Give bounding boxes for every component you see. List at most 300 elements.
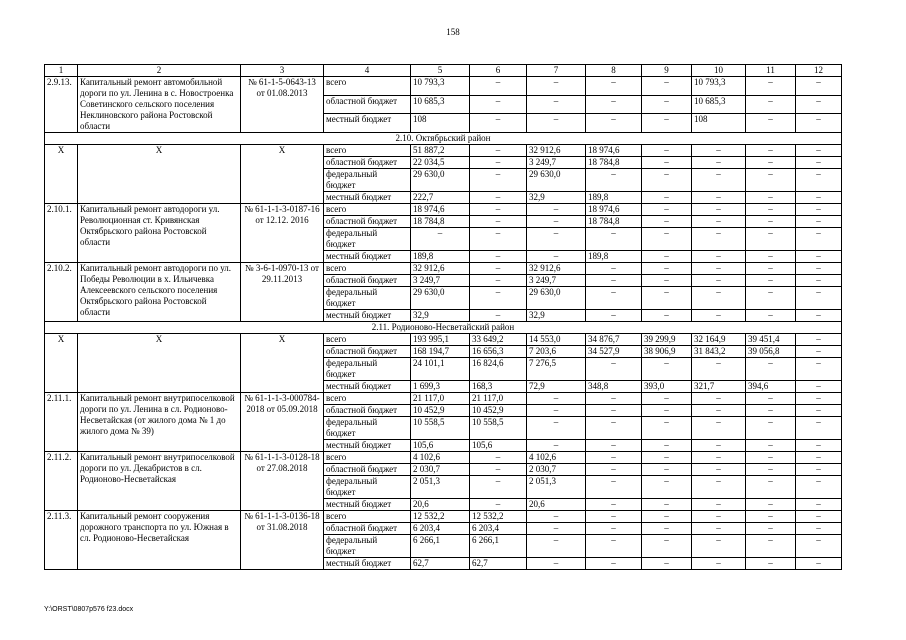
amount-cell: – bbox=[692, 440, 746, 452]
amount-cell: – bbox=[692, 535, 746, 558]
amount-cell: – bbox=[796, 381, 842, 393]
amount-cell: 16 656,3 bbox=[470, 346, 527, 358]
amount-cell: – bbox=[642, 275, 692, 287]
amount-cell: 108 bbox=[411, 114, 470, 133]
amount-cell: – bbox=[746, 169, 796, 192]
funding-source: федеральный бюджет bbox=[324, 287, 411, 310]
amount-cell: – bbox=[692, 145, 746, 157]
amount-cell: – bbox=[586, 499, 642, 511]
amount-cell: – bbox=[642, 511, 692, 523]
amount-cell: – bbox=[746, 114, 796, 133]
funding-source: областной бюджет bbox=[324, 346, 411, 358]
column-number: 7 bbox=[527, 65, 586, 77]
amount-cell: – bbox=[470, 310, 527, 322]
amount-cell: 10 685,3 bbox=[411, 95, 470, 114]
funding-source: местный бюджет bbox=[324, 251, 411, 263]
amount-cell: 348,8 bbox=[586, 381, 642, 393]
amount-cell: – bbox=[692, 523, 746, 535]
amount-cell: – bbox=[527, 114, 586, 133]
amount-cell: – bbox=[642, 192, 692, 204]
amount-cell: 189,8 bbox=[586, 251, 642, 263]
amount-cell: – bbox=[586, 228, 642, 251]
amount-cell: – bbox=[642, 228, 692, 251]
table-row bbox=[45, 452, 842, 464]
section-row bbox=[45, 133, 842, 145]
amount-cell: – bbox=[527, 440, 586, 452]
amount-cell: – bbox=[642, 251, 692, 263]
amount-cell: – bbox=[796, 310, 842, 322]
amount-cell: – bbox=[746, 417, 796, 440]
funding-source: всего bbox=[324, 511, 411, 523]
amount-cell: – bbox=[642, 405, 692, 417]
item-document: № 61-1-5-0643-13 от 01.08.2013 bbox=[241, 77, 324, 133]
amount-cell: – bbox=[796, 95, 842, 114]
amount-cell: – bbox=[796, 535, 842, 558]
column-number: 3 bbox=[241, 65, 324, 77]
amount-cell: – bbox=[470, 204, 527, 216]
amount-cell: – bbox=[470, 216, 527, 228]
amount-cell: – bbox=[527, 535, 586, 558]
amount-cell: – bbox=[796, 405, 842, 417]
amount-cell: – bbox=[746, 216, 796, 228]
table-row bbox=[45, 145, 842, 157]
amount-cell: 29 630,0 bbox=[411, 169, 470, 192]
amount-cell: – bbox=[470, 263, 527, 275]
amount-cell: – bbox=[527, 251, 586, 263]
amount-cell: – bbox=[746, 558, 796, 570]
amount-cell: – bbox=[642, 204, 692, 216]
amount-cell: 29 630,0 bbox=[411, 287, 470, 310]
amount-cell: – bbox=[746, 440, 796, 452]
column-number: 10 bbox=[692, 65, 746, 77]
amount-cell: 10 452,9 bbox=[411, 405, 470, 417]
amount-cell: 2 051,3 bbox=[411, 476, 470, 499]
amount-cell: – bbox=[642, 452, 692, 464]
amount-cell: 18 784,8 bbox=[586, 216, 642, 228]
amount-cell: – bbox=[642, 287, 692, 310]
amount-cell: 189,8 bbox=[586, 192, 642, 204]
item-document: № 61-1-1-3-000784-2018 от 05.09.2018 bbox=[241, 393, 324, 452]
amount-cell: – bbox=[586, 114, 642, 133]
amount-cell: 12 532,2 bbox=[470, 511, 527, 523]
funding-source: областной бюджет bbox=[324, 523, 411, 535]
amount-cell: – bbox=[796, 114, 842, 133]
amount-cell: – bbox=[470, 157, 527, 169]
amount-cell: 62,7 bbox=[470, 558, 527, 570]
amount-cell: 222,7 bbox=[411, 192, 470, 204]
funding-source: местный бюджет bbox=[324, 114, 411, 133]
amount-cell: – bbox=[470, 499, 527, 511]
amount-cell: 39 299,9 bbox=[642, 334, 692, 346]
column-number: 9 bbox=[642, 65, 692, 77]
amount-cell: – bbox=[746, 358, 796, 381]
amount-cell: – bbox=[692, 558, 746, 570]
amount-cell: – bbox=[470, 476, 527, 499]
item-number: 2.9.13. bbox=[45, 77, 78, 133]
amount-cell: – bbox=[470, 145, 527, 157]
amount-cell: – bbox=[796, 346, 842, 358]
item-name: Капитальный ремонт внутрипоселковой дороги по ул. Ленина в сл. Родионово-Несветайская (от жилого дома № 1 до жилого дома № 39) bbox=[78, 393, 241, 452]
amount-cell: 108 bbox=[692, 114, 746, 133]
amount-cell: 21 117,0 bbox=[470, 393, 527, 405]
amount-cell: – bbox=[796, 464, 842, 476]
amount-cell: – bbox=[586, 263, 642, 275]
amount-cell: – bbox=[746, 275, 796, 287]
amount-cell: 105,6 bbox=[411, 440, 470, 452]
amount-cell: – bbox=[586, 310, 642, 322]
item-name: Капитальный ремонт внутрипоселковой дороги по ул. Декабристов в сл. Родионово-Несветайская bbox=[78, 452, 241, 511]
funding-source: местный бюджет bbox=[324, 440, 411, 452]
amount-cell: 10 793,3 bbox=[411, 77, 470, 96]
amount-cell: 1 699,3 bbox=[411, 381, 470, 393]
amount-cell: 32 912,6 bbox=[527, 145, 586, 157]
amount-cell: 33 649,2 bbox=[470, 334, 527, 346]
amount-cell: – bbox=[746, 499, 796, 511]
amount-cell: – bbox=[692, 204, 746, 216]
item-document: № 61-1-1-3-0136-18 от 31.08.2018 bbox=[241, 511, 324, 570]
amount-cell: – bbox=[586, 535, 642, 558]
amount-cell: 24 101,1 bbox=[411, 358, 470, 381]
amount-cell: 6 203,4 bbox=[470, 523, 527, 535]
amount-cell: 18 784,8 bbox=[411, 216, 470, 228]
amount-cell: – bbox=[746, 310, 796, 322]
amount-cell: – bbox=[586, 275, 642, 287]
amount-cell: 32,9 bbox=[527, 310, 586, 322]
amount-cell: – bbox=[746, 287, 796, 310]
amount-cell: – bbox=[692, 169, 746, 192]
item-document: Х bbox=[241, 334, 324, 393]
amount-cell: 2 030,7 bbox=[527, 464, 586, 476]
amount-cell: 32 912,6 bbox=[527, 263, 586, 275]
amount-cell: – bbox=[692, 405, 746, 417]
column-number: 12 bbox=[796, 65, 842, 77]
amount-cell: 39 451,4 bbox=[746, 334, 796, 346]
amount-cell: – bbox=[642, 216, 692, 228]
item-name: Капитальный ремонт автодороги ул. Революционная ст. Кривянская Октябрьского района Ростовской области bbox=[78, 204, 241, 263]
amount-cell: – bbox=[796, 145, 842, 157]
amount-cell: – bbox=[796, 417, 842, 440]
amount-cell: – bbox=[470, 464, 527, 476]
funding-source: всего bbox=[324, 393, 411, 405]
amount-cell: 6 203,4 bbox=[411, 523, 470, 535]
amount-cell: – bbox=[470, 77, 527, 96]
amount-cell: – bbox=[796, 263, 842, 275]
amount-cell: – bbox=[527, 405, 586, 417]
amount-cell: 6 266,1 bbox=[470, 535, 527, 558]
section-row bbox=[45, 322, 842, 334]
amount-cell: – bbox=[470, 275, 527, 287]
amount-cell: – bbox=[642, 77, 692, 96]
amount-cell: – bbox=[470, 169, 527, 192]
amount-cell: – bbox=[527, 511, 586, 523]
amount-cell: – bbox=[586, 77, 642, 96]
amount-cell: – bbox=[692, 393, 746, 405]
item-number: 2.10.2. bbox=[45, 263, 78, 322]
amount-cell: – bbox=[746, 535, 796, 558]
amount-cell: – bbox=[527, 228, 586, 251]
funding-source: областной бюджет bbox=[324, 464, 411, 476]
amount-cell: – bbox=[470, 251, 527, 263]
item-number: 2.11.2. bbox=[45, 452, 78, 511]
amount-cell: – bbox=[796, 169, 842, 192]
amount-cell: – bbox=[796, 452, 842, 464]
amount-cell: 12 532,2 bbox=[411, 511, 470, 523]
item-number: 2.10.1. bbox=[45, 204, 78, 263]
amount-cell: – bbox=[586, 287, 642, 310]
column-number: 5 bbox=[411, 65, 470, 77]
amount-cell: – bbox=[642, 558, 692, 570]
amount-cell: – bbox=[796, 216, 842, 228]
funding-source: местный бюджет bbox=[324, 558, 411, 570]
amount-cell: – bbox=[796, 523, 842, 535]
page-number: 158 bbox=[446, 27, 460, 37]
amount-cell: – bbox=[796, 440, 842, 452]
amount-cell: – bbox=[796, 499, 842, 511]
section-title: 2.11. Родионово-Несветайский район bbox=[45, 322, 842, 334]
amount-cell: – bbox=[692, 228, 746, 251]
table-row bbox=[45, 511, 842, 523]
amount-cell: – bbox=[586, 417, 642, 440]
amount-cell: – bbox=[692, 499, 746, 511]
column-number: 1 bbox=[45, 65, 78, 77]
amount-cell: – bbox=[692, 511, 746, 523]
item-document: № 61-1-1-3-0128-18 от 27.08.2018 bbox=[241, 452, 324, 511]
funding-source: федеральный бюджет bbox=[324, 358, 411, 381]
amount-cell: – bbox=[692, 157, 746, 169]
amount-cell: – bbox=[746, 251, 796, 263]
column-number: 8 bbox=[586, 65, 642, 77]
amount-cell: – bbox=[642, 157, 692, 169]
amount-cell: – bbox=[746, 77, 796, 96]
column-number: 11 bbox=[746, 65, 796, 77]
amount-cell: – bbox=[796, 334, 842, 346]
amount-cell: 105,6 bbox=[470, 440, 527, 452]
amount-cell: – bbox=[746, 405, 796, 417]
amount-cell: 34 876,7 bbox=[586, 334, 642, 346]
amount-cell: – bbox=[527, 523, 586, 535]
amount-cell: 32 912,6 bbox=[411, 263, 470, 275]
amount-cell: 29 630,0 bbox=[527, 287, 586, 310]
funding-source: всего bbox=[324, 145, 411, 157]
amount-cell: 10 685,3 bbox=[692, 95, 746, 114]
amount-cell: 394,6 bbox=[746, 381, 796, 393]
column-number: 4 bbox=[324, 65, 411, 77]
amount-cell: – bbox=[796, 192, 842, 204]
funding-source: всего bbox=[324, 204, 411, 216]
item-name: Х bbox=[78, 145, 241, 204]
amount-cell: – bbox=[586, 476, 642, 499]
funding-source: всего bbox=[324, 334, 411, 346]
amount-cell: – bbox=[642, 417, 692, 440]
amount-cell: – bbox=[796, 157, 842, 169]
amount-cell: – bbox=[692, 476, 746, 499]
amount-cell: 4 102,6 bbox=[527, 452, 586, 464]
amount-cell: – bbox=[746, 523, 796, 535]
amount-cell: – bbox=[527, 77, 586, 96]
amount-cell: 10 558,5 bbox=[470, 417, 527, 440]
amount-cell: – bbox=[746, 464, 796, 476]
item-number: Х bbox=[45, 334, 78, 393]
funding-source: всего bbox=[324, 77, 411, 96]
amount-cell: – bbox=[796, 228, 842, 251]
amount-cell: 2 051,3 bbox=[527, 476, 586, 499]
amount-cell: – bbox=[586, 440, 642, 452]
funding-source: местный бюджет bbox=[324, 381, 411, 393]
amount-cell: 321,7 bbox=[692, 381, 746, 393]
amount-cell: 51 887,2 bbox=[411, 145, 470, 157]
amount-cell: – bbox=[746, 95, 796, 114]
amount-cell: – bbox=[586, 358, 642, 381]
amount-cell: – bbox=[586, 405, 642, 417]
amount-cell: – bbox=[746, 204, 796, 216]
amount-cell: – bbox=[746, 476, 796, 499]
item-number: 2.11.3. bbox=[45, 511, 78, 570]
amount-cell: – bbox=[470, 287, 527, 310]
funding-source: всего bbox=[324, 263, 411, 275]
amount-cell: – bbox=[411, 228, 470, 251]
amount-cell: 31 843,2 bbox=[692, 346, 746, 358]
funding-source: федеральный бюджет bbox=[324, 535, 411, 558]
amount-cell: 38 906,9 bbox=[642, 346, 692, 358]
amount-cell: – bbox=[692, 216, 746, 228]
table-row bbox=[45, 334, 842, 346]
amount-cell: 10 558,5 bbox=[411, 417, 470, 440]
amount-cell: 14 553,0 bbox=[527, 334, 586, 346]
amount-cell: 34 527,9 bbox=[586, 346, 642, 358]
amount-cell: – bbox=[692, 417, 746, 440]
amount-cell: 168 194,7 bbox=[411, 346, 470, 358]
amount-cell: 22 034,5 bbox=[411, 157, 470, 169]
funding-source: местный бюджет bbox=[324, 499, 411, 511]
amount-cell: – bbox=[746, 228, 796, 251]
amount-cell: – bbox=[527, 417, 586, 440]
amount-cell: 32,9 bbox=[411, 310, 470, 322]
amount-cell: – bbox=[642, 114, 692, 133]
amount-cell: – bbox=[586, 523, 642, 535]
item-document: № 3-6-1-0970-13 от 29.11.2013 bbox=[241, 263, 324, 322]
amount-cell: – bbox=[642, 263, 692, 275]
amount-cell: – bbox=[586, 95, 642, 114]
amount-cell: – bbox=[746, 192, 796, 204]
amount-cell: – bbox=[642, 95, 692, 114]
amount-cell: – bbox=[692, 464, 746, 476]
amount-cell: – bbox=[796, 558, 842, 570]
item-name: Капитальный ремонт автомобильной дороги по ул. Ленина в с. Новостроенка Советинского сельского поселения Неклиновского района Ростовской области bbox=[78, 77, 241, 133]
amount-cell: 72,9 bbox=[527, 381, 586, 393]
funding-source: областной бюджет bbox=[324, 216, 411, 228]
amount-cell: 10 452,9 bbox=[470, 405, 527, 417]
table-row bbox=[45, 77, 842, 96]
amount-cell: 20,6 bbox=[411, 499, 470, 511]
column-number: 6 bbox=[470, 65, 527, 77]
amount-cell: 21 117,0 bbox=[411, 393, 470, 405]
amount-cell: 18 974,6 bbox=[586, 204, 642, 216]
amount-cell: 32,9 bbox=[527, 192, 586, 204]
amount-cell: 10 793,3 bbox=[692, 77, 746, 96]
amount-cell: – bbox=[642, 523, 692, 535]
table-row bbox=[45, 393, 842, 405]
amount-cell: – bbox=[527, 558, 586, 570]
amount-cell: – bbox=[796, 393, 842, 405]
item-name: Капитальный ремонт сооружения дорожного транспорта по ул. Южная в сл. Родионово-Несветайская bbox=[78, 511, 241, 570]
amount-cell: – bbox=[642, 310, 692, 322]
amount-cell: 39 056,8 bbox=[746, 346, 796, 358]
amount-cell: – bbox=[586, 393, 642, 405]
item-document: Х bbox=[241, 145, 324, 204]
amount-cell: 18 784,8 bbox=[586, 157, 642, 169]
section-title: 2.10. Октябрьский район bbox=[45, 133, 842, 145]
funding-source: местный бюджет bbox=[324, 310, 411, 322]
amount-cell: 18 974,6 bbox=[411, 204, 470, 216]
amount-cell: 62,7 bbox=[411, 558, 470, 570]
amount-cell: – bbox=[527, 95, 586, 114]
item-name: Капитальный ремонт автодороги по ул. Победы Революции в х. Ильичевка Алексеевского сельского поселения Октябрьского района Ростовской области bbox=[78, 263, 241, 322]
amount-cell: – bbox=[746, 145, 796, 157]
header-row bbox=[45, 65, 842, 77]
amount-cell: – bbox=[746, 452, 796, 464]
item-number: Х bbox=[45, 145, 78, 204]
footer-path: Y:\ORST\0807p576 f23.docx bbox=[44, 606, 134, 613]
amount-cell: – bbox=[642, 393, 692, 405]
funding-source: областной бюджет bbox=[324, 275, 411, 287]
amount-cell: – bbox=[642, 358, 692, 381]
amount-cell: – bbox=[470, 95, 527, 114]
funding-source: федеральный бюджет bbox=[324, 228, 411, 251]
amount-cell: – bbox=[796, 476, 842, 499]
amount-cell: – bbox=[470, 114, 527, 133]
amount-cell: – bbox=[796, 358, 842, 381]
table-row bbox=[45, 263, 842, 275]
amount-cell: – bbox=[586, 464, 642, 476]
amount-cell: 193 995,1 bbox=[411, 334, 470, 346]
amount-cell: – bbox=[642, 476, 692, 499]
funding-source: федеральный бюджет bbox=[324, 417, 411, 440]
amount-cell: 393,0 bbox=[642, 381, 692, 393]
amount-cell: – bbox=[692, 263, 746, 275]
amount-cell: – bbox=[642, 464, 692, 476]
amount-cell: 18 974,6 bbox=[586, 145, 642, 157]
amount-cell: – bbox=[796, 77, 842, 96]
amount-cell: – bbox=[692, 275, 746, 287]
amount-cell: – bbox=[586, 558, 642, 570]
amount-cell: 7 276,5 bbox=[527, 358, 586, 381]
amount-cell: – bbox=[796, 251, 842, 263]
amount-cell: 7 203,6 bbox=[527, 346, 586, 358]
funding-source: федеральный бюджет bbox=[324, 169, 411, 192]
amount-cell: – bbox=[796, 287, 842, 310]
amount-cell: – bbox=[642, 499, 692, 511]
amount-cell: – bbox=[527, 216, 586, 228]
table-body bbox=[45, 65, 842, 570]
amount-cell: – bbox=[746, 511, 796, 523]
amount-cell: – bbox=[470, 192, 527, 204]
funding-source: всего bbox=[324, 452, 411, 464]
amount-cell: – bbox=[746, 263, 796, 275]
amount-cell: – bbox=[692, 192, 746, 204]
amount-cell: 3 249,7 bbox=[527, 275, 586, 287]
amount-cell: – bbox=[470, 452, 527, 464]
amount-cell: – bbox=[796, 275, 842, 287]
amount-cell: 3 249,7 bbox=[527, 157, 586, 169]
amount-cell: 6 266,1 bbox=[411, 535, 470, 558]
budget-table bbox=[44, 64, 842, 570]
funding-source: местный бюджет bbox=[324, 192, 411, 204]
amount-cell: – bbox=[692, 251, 746, 263]
item-name: Х bbox=[78, 334, 241, 393]
item-number: 2.11.1. bbox=[45, 393, 78, 452]
amount-cell: – bbox=[796, 204, 842, 216]
column-number: 2 bbox=[78, 65, 241, 77]
